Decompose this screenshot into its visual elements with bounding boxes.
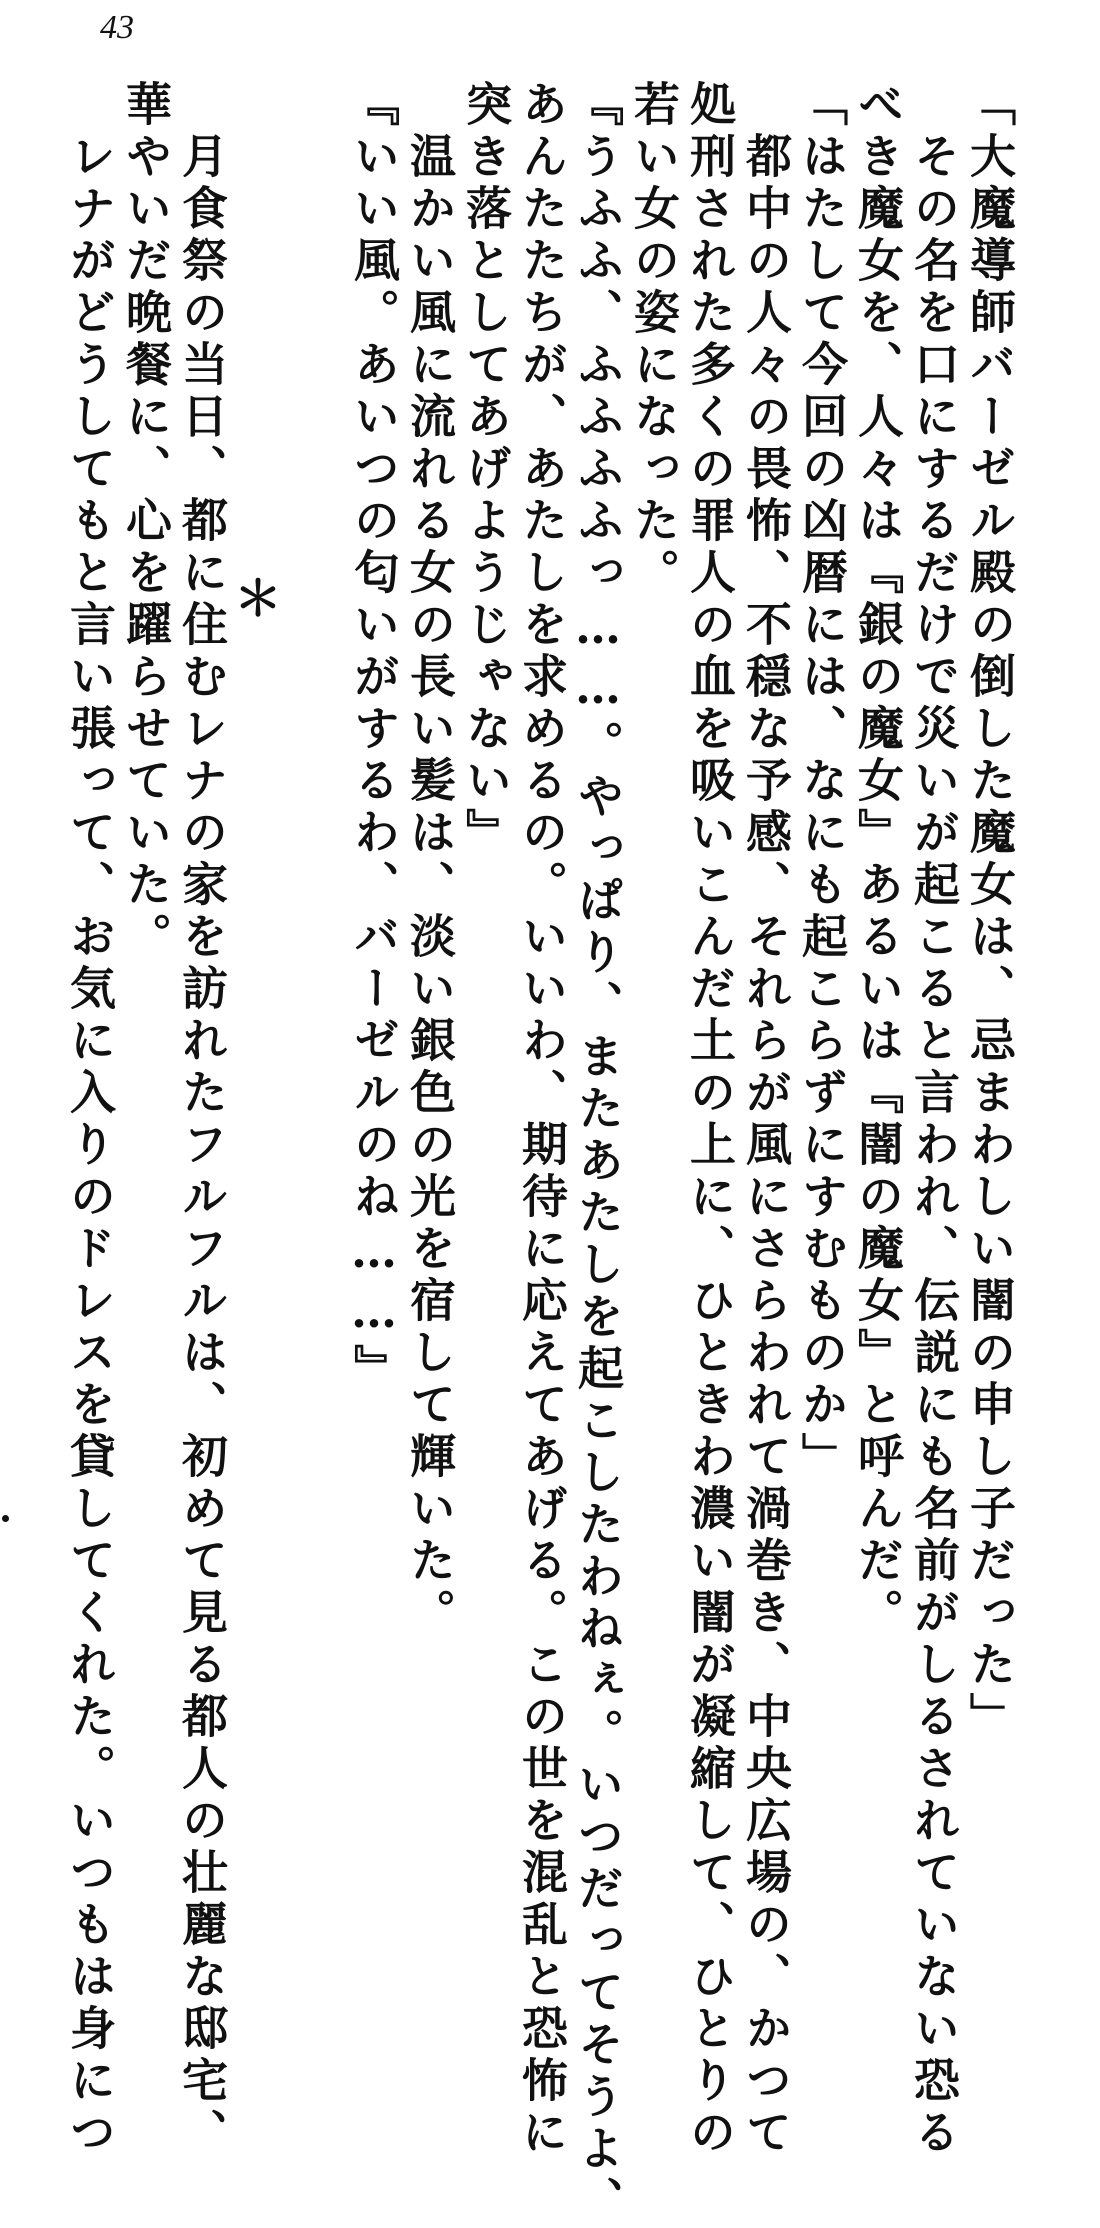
text-line-13: 月食祭の当日、都に住むレナの家を訪れたフルフルは、初めて見る都人の壮麗な邸宅、 <box>175 80 229 2160</box>
text-line-6: 処刑された多くの罪人の血を吸いこんだ土の上に、ひときわ濃い闇が凝縮して、ひとりの <box>683 80 737 2160</box>
text-line-1: 「大魔導師バーゼル殿の倒した魔女は、忌まわしい闇の申し子だった」 <box>963 80 1017 1744</box>
text-line-12: 『いい風。あいつの匂いがするわ、バーゼルのね……』 <box>347 80 401 1396</box>
scene-break-asterisk: ＊ <box>233 571 282 627</box>
text-line-8: 『うふふ、ふふふふっ……。やっぱり、またあたしを起こしたわねぇ。いつだってそうよ、 <box>571 80 625 2228</box>
text-line-3: べき魔女を、人々は『銀の魔女』あるいは『闇の魔女』と呼んだ。 <box>851 80 905 1640</box>
text-line-10: 突き落としてあげようじゃない』 <box>459 80 513 860</box>
text-line-4: 「はたして今回の凶暦には、なにも起こらずにすむものか」 <box>795 80 849 1484</box>
text-line-2: その名を口にするだけで災いが起こると言われ、伝説にも名前がしるされていない恐る <box>907 80 961 2160</box>
text-line-7: 若い女の姿になった。 <box>627 80 681 600</box>
page-number: 43 <box>100 9 134 46</box>
text-line-5: 都中の人々の畏怖、不穏な予感、それらが風にさらわれて渦巻き、中央広場の、かつて <box>739 80 793 2160</box>
text-line-11: 温かい風に流れる女の長い髪は、淡い銀色の光を宿して輝いた。 <box>403 80 457 1640</box>
text-line-15: レナがどうしてもと言い張って、お気に入りのドレスを貸してくれた。いつもは身につ <box>63 80 117 2160</box>
text-line-14: 華やいだ晩餐に、心を躍らせていた。 <box>119 80 173 964</box>
scan-speck <box>2 1515 9 1522</box>
text-line-9: あんたたちが、あたしを求めるの。いいわ、期待に応えてあげる。この世を混乱と恐怖に <box>515 80 569 2160</box>
